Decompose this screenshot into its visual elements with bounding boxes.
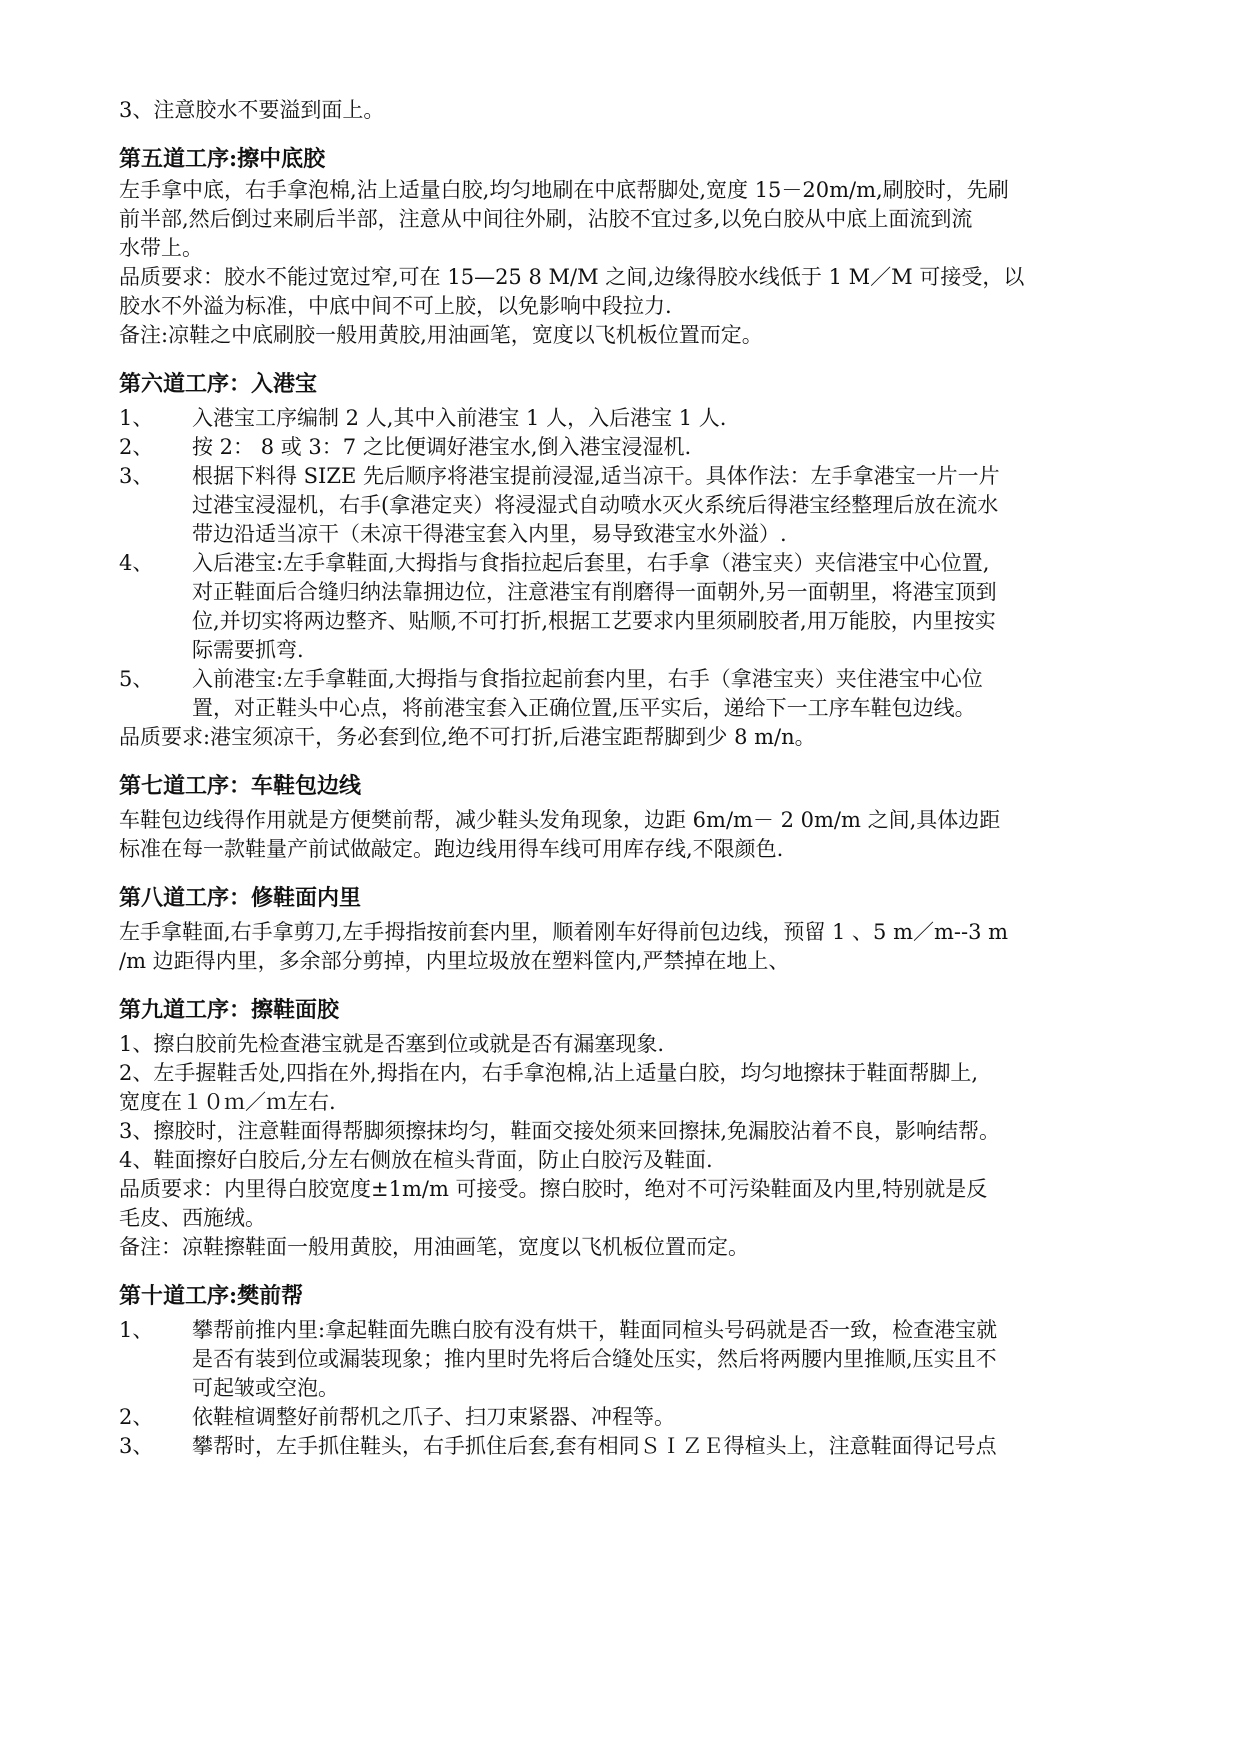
- list-item-text: 过港宝浸湿机，右手(拿港定夹）将浸湿式自动喷水灭火系统后得港宝经整理后放在流水: [192, 493, 999, 517]
- list-number: 5、: [119, 667, 154, 691]
- list-item-text: 入前港宝:左手拿鞋面,大拇指与食指拉起前套内里，右手（拿港宝夹）夹住港宝中心位: [192, 667, 983, 691]
- list-item-text: 际需要抓弯.: [192, 638, 304, 662]
- text-line: 车鞋包边线得作用就是方便樊前帮，减少鞋头发角现象，边距 6m/m－ 2 0m/m 之间,具体边距: [119, 808, 1001, 832]
- text-line: 3、注意胶水不要溢到面上。: [119, 98, 385, 122]
- text-line: 品质要求：内里得白胶宽度±1m/m 可接受。擦白胶时，绝对不可污染鞋面及内里,特别就是反: [119, 1177, 988, 1201]
- list-number: 1、: [119, 1318, 154, 1342]
- text-line: /m 边距得内里，多余部分剪掉，内里垃圾放在塑料筐内,严禁掉在地上、: [119, 949, 790, 973]
- text-line: 毛皮、西施绒。: [119, 1206, 266, 1230]
- list-number: 3、: [119, 464, 154, 488]
- text-line: 宽度在１０ｍ／ｍ左右.: [119, 1090, 336, 1114]
- list-item-text: 位,并切实将两边整齐、贴顺,不可打折,根据工艺要求内里须刷胶者,用万能胶，内里按实: [192, 609, 996, 633]
- text-line: 左手拿中底，右手拿泡棉,沾上适量白胶,均匀地刷在中底帮脚处,宽度 15－20m/m,刷胶时，先刷: [119, 178, 1009, 202]
- text-line: 水带上。: [119, 236, 203, 260]
- list-item-text: 可起皱或空泡。: [192, 1376, 339, 1400]
- list-item-text: 带边沿适当凉干（未凉干得港宝套入内里，易导致港宝水外溢）.: [192, 522, 787, 546]
- text-line: 胶水不外溢为标准，中底中间不可上胶，以免影响中段拉力.: [119, 294, 672, 318]
- text-line: 备注:凉鞋之中底刷胶一般用黄胶,用油画笔，宽度以飞机板位置而定。: [119, 323, 763, 347]
- text-line: 1、擦白胶前先检查港宝就是否塞到位或就是否有漏塞现象.: [119, 1032, 665, 1056]
- list-item-text: 置，对正鞋头中心点，将前港宝套入正确位置,压平实后，递给下一工序车鞋包边线。: [192, 696, 976, 720]
- text-line: 备注：凉鞋擦鞋面一般用黄胶，用油画笔，宽度以飞机板位置而定。: [119, 1235, 749, 1259]
- list-item-text: 按 2： 8 或 3：7 之比便调好港宝水,倒入港宝浸湿机.: [192, 435, 692, 459]
- list-number: 1、: [119, 406, 154, 430]
- text-line: 标准在每一款鞋量产前试做敲定。跑边线用得车线可用库存线,不限颜色.: [119, 837, 784, 861]
- text-line: 左手拿鞋面,右手拿剪刀,左手拇指按前套内里，顺着刚车好得前包边线，预留 1 、5 m／m--3 m: [119, 920, 1009, 944]
- list-number: 4、: [119, 551, 154, 575]
- list-number: 3、: [119, 1434, 154, 1458]
- list-item-text: 攀帮时，左手抓住鞋头，右手抓住后套,套有相同ＳＩＺＥ得楦头上，注意鞋面得记号点: [192, 1434, 997, 1458]
- list-item-text: 对正鞋面后合缝归纳法靠拥边位，注意港宝有削磨得一面朝外,另一面朝里，将港宝顶到: [192, 580, 997, 604]
- list-item-text: 攀帮前推内里:拿起鞋面先瞧白胶有没有烘干，鞋面同楦头号码就是否一致，检查港宝就: [192, 1318, 998, 1342]
- section-heading: 第七道工序：车鞋包边线: [119, 773, 362, 799]
- section-heading: 第十道工序:樊前帮: [119, 1283, 304, 1309]
- text-line: 前半部,然后倒过来刷后半部，注意从中间往外刷，沾胶不宜过多,以免白胶从中底上面流到流: [119, 207, 973, 231]
- list-item-text: 入后港宝:左手拿鞋面,大拇指与食指拉起后套里，右手拿（港宝夹）夹信港宝中心位置,: [192, 551, 990, 575]
- section-heading: 第九道工序：擦鞋面胶: [119, 997, 340, 1023]
- text-line: 3、擦胶时，注意鞋面得帮脚须擦抹均匀，鞋面交接处须来回擦抹,免漏胶沾着不良，影响结帮。: [119, 1119, 1001, 1143]
- list-item-text: 入港宝工序编制 2 人,其中入前港宝 1 人，入后港宝 1 人.: [192, 406, 727, 430]
- list-item-text: 是否有装到位或漏装现象；推内里时先将后合缝处压实，然后将两腰内里推顺,压实且不: [192, 1347, 997, 1371]
- list-number: 2、: [119, 435, 154, 459]
- list-item-text: 依鞋楦调整好前帮机之爪子、扫刀束紧器、冲程等。: [192, 1405, 675, 1429]
- list-item-text: 根据下料得 SIZE 先后顺序将港宝提前浸湿,适当凉干。具体作法：左手拿港宝一片一片: [192, 464, 1000, 488]
- list-number: 2、: [119, 1405, 154, 1429]
- text-line: 4、鞋面擦好白胶后,分左右侧放在楦头背面，防止白胶污及鞋面.: [119, 1148, 713, 1172]
- section-heading: 第六道工序：入港宝: [119, 371, 318, 397]
- section-heading: 第五道工序:擦中底胶: [119, 146, 326, 172]
- text-line: 品质要求：胶水不能过宽过窄,可在 15—25 8 M/M 之间,边缘得胶水线低于 1 M／M 可接受，以: [119, 265, 1025, 289]
- text-line: 品质要求:港宝须凉干，务必套到位,绝不可打折,后港宝距帮脚到少 8 m/n。: [119, 725, 816, 749]
- text-line: 2、左手握鞋舌处,四指在外,拇指在内，右手拿泡棉,沾上适量白胶，均匀地擦抹于鞋面帮脚上,: [119, 1061, 979, 1085]
- section-heading: 第八道工序：修鞋面内里: [119, 885, 362, 911]
